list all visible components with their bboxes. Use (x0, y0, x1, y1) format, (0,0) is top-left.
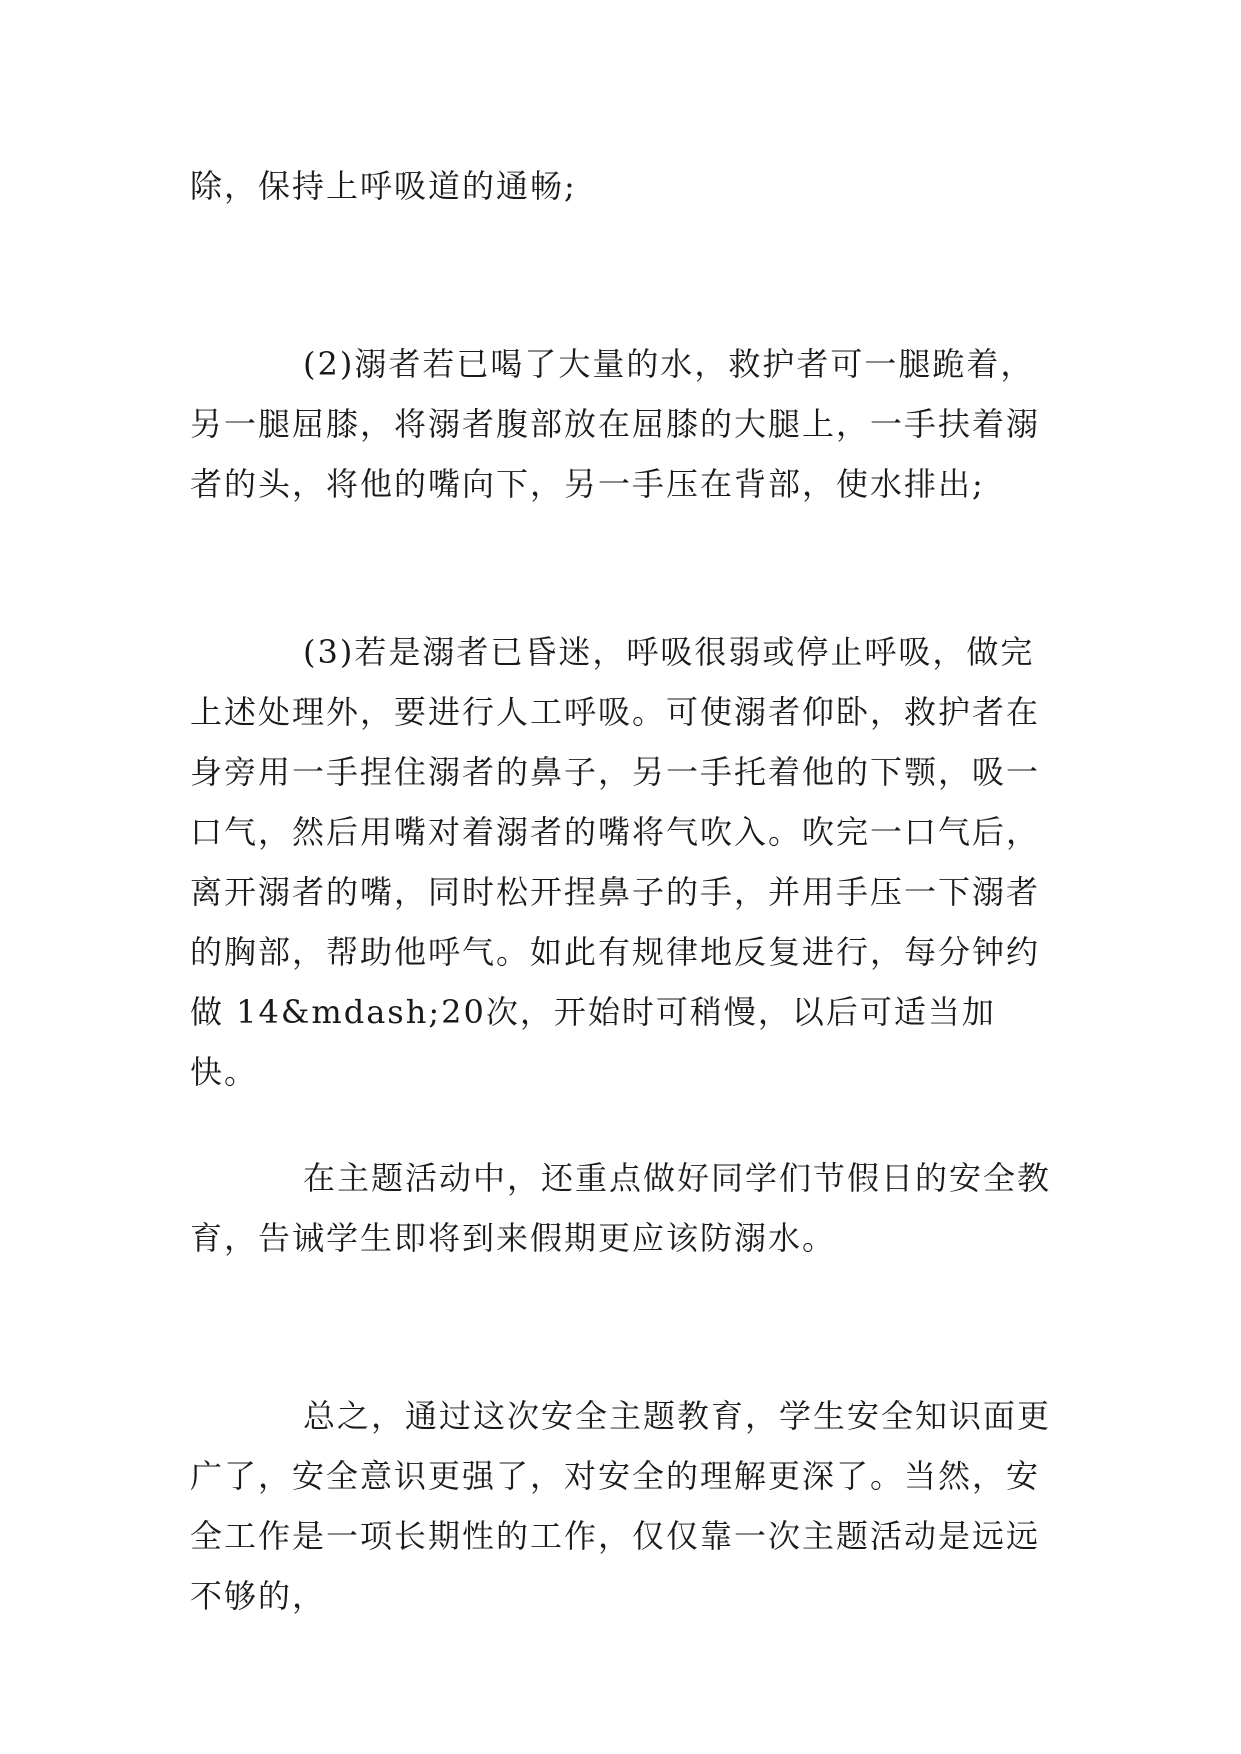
paragraph-3-step: (3)若是溺者已昏迷，呼吸很弱或停止呼吸，做完上述处理外，要进行人工呼吸。可使溺者仰卧，救护者在身旁用一手捏住溺者的鼻子，另一手托着他的下颚，吸一口气，然后用嘴对着溺者的嘴将气吹入。吹完一口气后，离开溺者的嘴，同时松开捏鼻子的手，并用手压一下溺者的胸部，帮助他呼气。如此有规律地反复进行，每分钟约做 14&mdash;20次，开始时可稍慢，以后可适当加快。 (190, 633, 1041, 1091)
paragraph-5-summary: 总之，通过这次安全主题教育，学生安全知识面更广了，安全意识更强了，对安全的理解更深了。当然，安全工作是一项长期性的工作，仅仅靠一次主题活动是远远不够的， (190, 1397, 1052, 1615)
paragraph-4-holiday-safety: 在主题活动中，还重点做好同学们节假日的安全教育，告诫学生即将到来假期更应该防溺水。 (190, 1159, 1052, 1257)
paragraph-2-step: (2)溺者若已喝了大量的水，救护者可一腿跪着，另一腿屈膝，将溺者腹部放在屈膝的大腿上，一手扶着溺者的头，将他的嘴向下，另一手压在背部，使水排出; (190, 345, 1041, 503)
paragraph-1-continuation: 除，保持上呼吸道的通畅; (190, 167, 577, 205)
